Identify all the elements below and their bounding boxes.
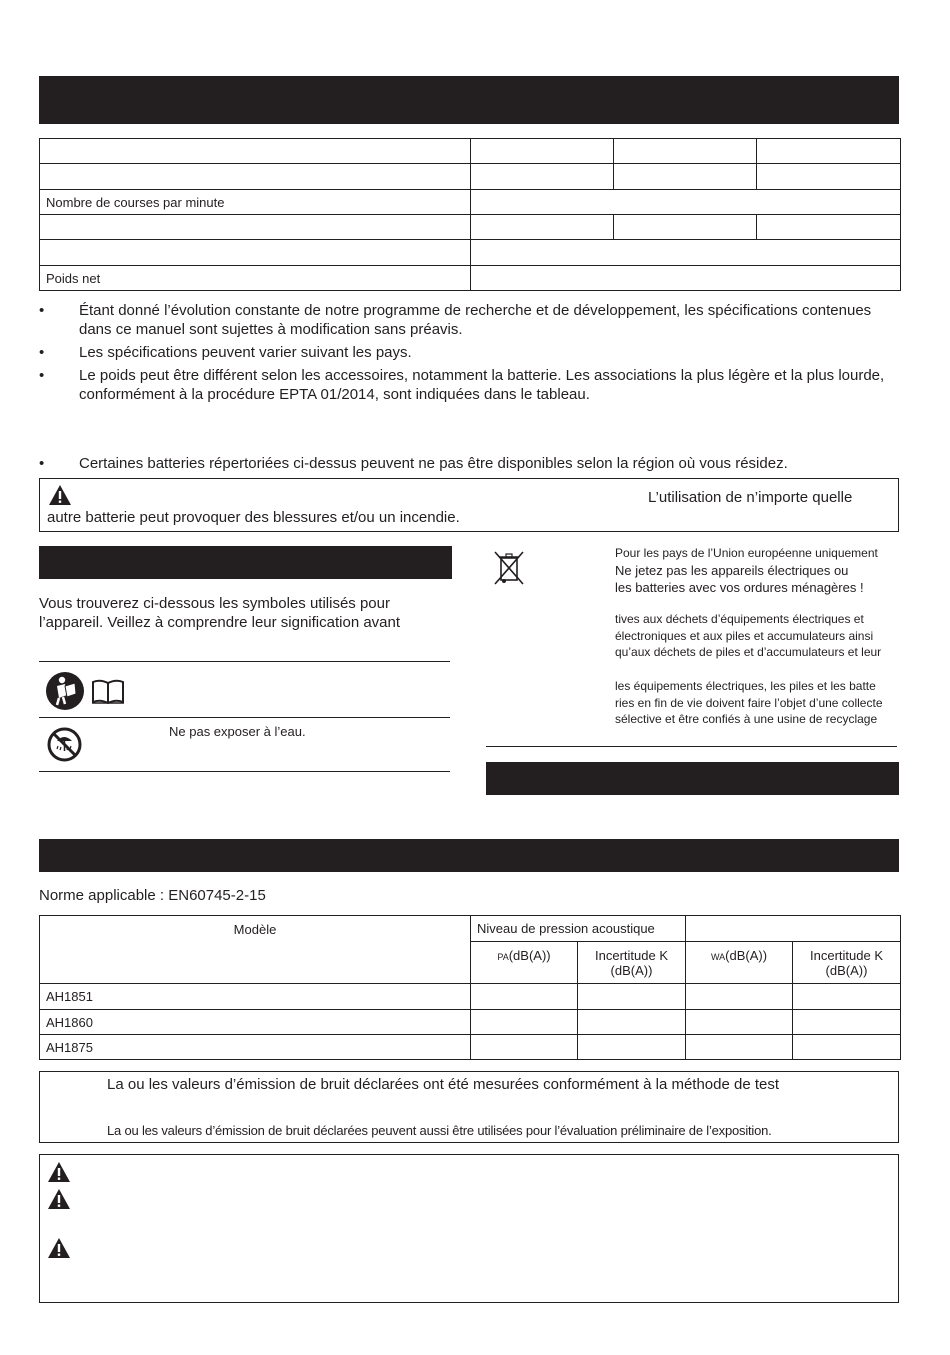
uncertainty-unit: (dB(A)) — [610, 963, 653, 978]
warning-icon — [48, 1189, 70, 1209]
spec-value — [471, 215, 614, 240]
note-item: Les spécifications peuvent varier suivant les pays. — [79, 344, 412, 361]
crossed-bin-icon — [492, 550, 526, 586]
symbols-heading-bar — [39, 546, 452, 579]
spec-label: Nombre de courses par minute — [40, 190, 471, 215]
uncertainty-label: Incertitude K — [810, 948, 883, 963]
table-row — [40, 190, 901, 215]
bullet: • — [39, 344, 45, 361]
divider — [486, 746, 897, 747]
note-item: Certaines batteries répertoriées ci-dessus peuvent ne pas être disponibles selon la région où vous résidez. — [79, 455, 788, 472]
applicable-standard: Norme applicable : EN60745-2-15 — [39, 887, 266, 904]
book-icon — [91, 679, 125, 705]
model-cell: AH1851 — [40, 984, 471, 1010]
spec-label — [40, 139, 471, 164]
eu-disposal-text: Pour les pays de l’Union européenne uniquement — [615, 546, 878, 560]
eu-disposal-text: qu’aux déchets de piles et d’accumulateurs et leur — [615, 645, 882, 659]
lpa-header — [471, 942, 578, 984]
divider — [39, 717, 450, 718]
spec-value — [757, 164, 901, 190]
eu-disposal-text: sélective et être confiés à une usine de recyclage — [615, 712, 878, 726]
functional-description-heading-bar — [486, 762, 899, 795]
water-symbol-label: Ne pas exposer à l’eau. — [169, 724, 306, 739]
table-row — [40, 984, 901, 1010]
header-pressure: Niveau de pression acoustique — [471, 916, 686, 942]
spec-value — [471, 139, 614, 164]
spec-value — [757, 139, 901, 164]
model-cell: AH1860 — [40, 1010, 471, 1035]
uncertainty-label: Incertitude K — [595, 948, 668, 963]
battery-warning-box — [39, 478, 899, 532]
divider — [39, 661, 450, 662]
divider — [39, 771, 450, 772]
note-box — [39, 1071, 899, 1143]
specifications-heading-bar — [39, 76, 899, 124]
table-row — [40, 1035, 901, 1060]
battery-warning-text: autre batterie peut provoquer des blessures et/ou un incendie. — [47, 509, 460, 526]
table-row — [40, 266, 901, 291]
spec-label — [40, 215, 471, 240]
noise-heading-bar — [39, 839, 899, 872]
header-model: Modèle — [40, 916, 471, 984]
spec-value — [614, 164, 757, 190]
header-power — [686, 916, 901, 942]
lpa-unit: (dB(A)) — [508, 948, 551, 963]
noise-warning-box — [39, 1154, 899, 1303]
eu-disposal-text: les batteries avec vos ordures ménagères ! — [615, 580, 864, 595]
spec-label: Poids net — [40, 266, 471, 291]
note-text: La ou les valeurs d’émission de bruit déclarées peuvent aussi être utilisées pour l’évaluation préliminaire de l’exposition. — [107, 1123, 772, 1138]
uncertainty-unit: (dB(A)) — [825, 963, 868, 978]
read-manual-icon — [45, 671, 85, 711]
uncertainty-header — [578, 942, 686, 984]
spec-table — [39, 138, 901, 291]
table-row — [40, 240, 901, 266]
spec-label — [40, 240, 471, 266]
lpa-subscript: PA — [497, 952, 509, 962]
spec-value — [614, 215, 757, 240]
spec-value — [471, 190, 901, 215]
noise-table — [39, 915, 901, 1060]
spec-value — [471, 240, 901, 266]
eu-disposal-text: Ne jetez pas les appareils électriques ou — [615, 563, 849, 578]
bullet: • — [39, 455, 45, 472]
table-row — [40, 916, 901, 942]
warning-icon — [48, 1162, 70, 1182]
note-item: Le poids peut être différent selon les accessoires, notamment la batterie. Les associations la plus légère et la plus lourde, conformément à la procédure EPTA 01/2014, sont indiquées dans le tableau. — [79, 367, 885, 403]
no-water-icon — [47, 727, 82, 762]
bullet: • — [39, 367, 45, 384]
model-cell: AH1875 — [40, 1035, 471, 1060]
spec-value — [471, 266, 901, 291]
warning-icon — [48, 1238, 70, 1258]
table-row — [40, 164, 901, 190]
eu-disposal-text: tives aux déchets d’équipements électriques et — [615, 612, 864, 626]
spec-value — [614, 139, 757, 164]
uncertainty-header — [793, 942, 901, 984]
symbols-intro: Vous trouverez ci-dessous les symboles utilisés pour — [39, 595, 390, 612]
eu-disposal-text: les équipements électriques, les piles et les batte — [615, 679, 876, 693]
lwa-header — [686, 942, 793, 984]
table-row — [40, 139, 901, 164]
lwa-subscript: WA — [710, 952, 726, 962]
note-item: Étant donné l’évolution constante de notre programme de recherche et de développement, les spécifications contenues dans ce manuel sont sujettes à modification sans préavis. — [79, 302, 872, 338]
spec-label — [40, 164, 471, 190]
spec-value — [757, 215, 901, 240]
eu-disposal-text: ries en fin de vie doivent faire l’objet d’une collecte — [615, 696, 883, 710]
symbols-intro: l’appareil. Veillez à comprendre leur signification avant — [39, 614, 401, 631]
spec-value — [471, 164, 614, 190]
battery-warning-text: L’utilisation de n’importe quelle — [648, 489, 853, 506]
table-row — [40, 215, 901, 240]
table-row — [40, 1010, 901, 1035]
warning-icon — [49, 485, 71, 505]
eu-disposal-text: électroniques et aux piles et accumulateurs ainsi — [615, 629, 874, 643]
bullet: • — [39, 302, 45, 319]
lwa-unit: (dB(A)) — [725, 948, 768, 963]
note-text: La ou les valeurs d’émission de bruit déclarées ont été mesurées conformément à la méthode de test — [107, 1076, 780, 1093]
